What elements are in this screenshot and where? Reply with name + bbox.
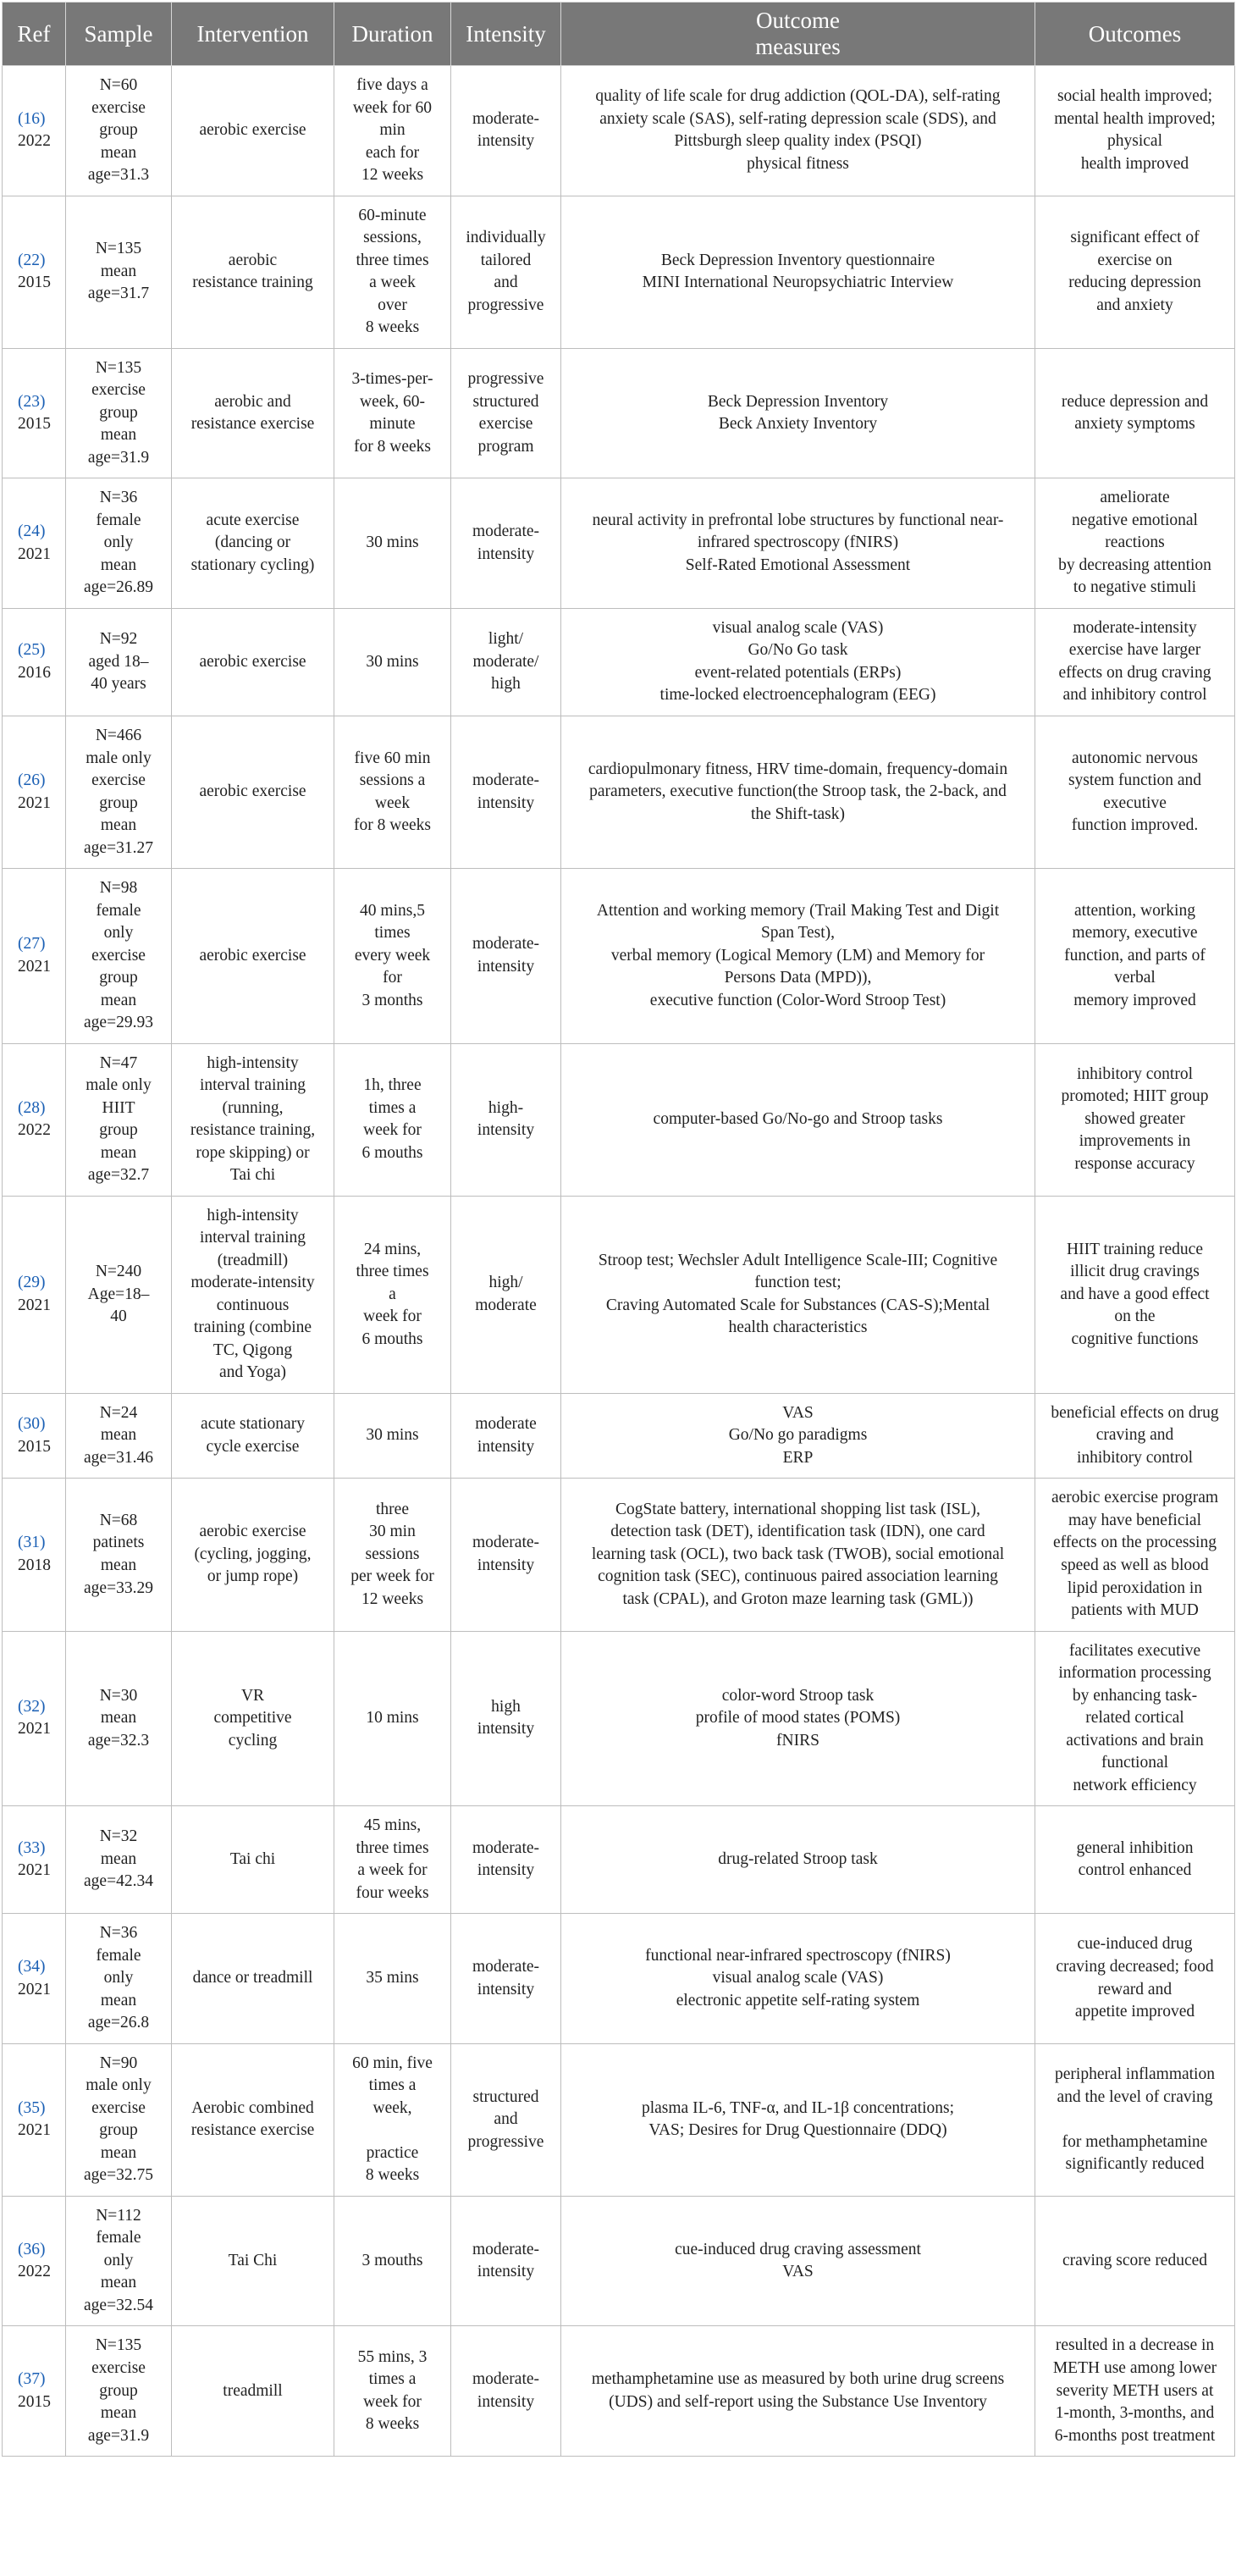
outcomes-cell: resulted in a decrease in METH use among lower severity METH users at 1-month, 3-months, and 6-months post treatment <box>1035 2326 1235 2457</box>
ref-cell <box>3 1196 66 1393</box>
table-row <box>3 348 1235 478</box>
intensity-cell: high intensity <box>451 1631 561 1806</box>
outcomes-cell: cue-induced drug craving decreased; food reward and appetite improved <box>1035 1914 1235 2044</box>
duration-cell: 3 mouths <box>334 2196 451 2326</box>
sample-cell: N=466 male only exercise group mean age=31.27 <box>66 716 172 868</box>
ref-cell <box>3 716 66 868</box>
table-row <box>3 2196 1235 2326</box>
intervention-cell: VR competitive cycling <box>172 1631 334 1806</box>
citation-link[interactable]: (24) <box>18 522 46 541</box>
sample-cell: N=32 mean age=42.34 <box>66 1806 172 1914</box>
year-label: 2021 <box>18 2121 51 2140</box>
citation-link[interactable]: (28) <box>18 1098 46 1117</box>
outcome-measures-cell: methamphetamine use as measured by both urine drug screens (UDS) and self-report using the Substance Use Inventory <box>561 2326 1035 2457</box>
sample-cell: N=90 male only exercise group mean age=32.75 <box>66 2043 172 2196</box>
table-body <box>3 66 1235 2457</box>
sample-cell: N=98 female only exercise group mean age=29.93 <box>66 869 172 1044</box>
year-label: 2021 <box>18 1296 51 1314</box>
intervention-cell: high-intensity interval training (running, resistance training, rope skipping) or Tai chi <box>172 1043 334 1196</box>
citation-link[interactable]: (34) <box>18 1957 46 1976</box>
ref-cell <box>3 1043 66 1196</box>
intervention-cell: aerobic exercise <box>172 716 334 868</box>
duration-cell: 3-times-per- week, 60- minute for 8 weeks <box>334 348 451 478</box>
outcomes-cell: autonomic nervous system function and executive function improved. <box>1035 716 1235 868</box>
table-row <box>3 1479 1235 1631</box>
duration-cell: 45 mins, three times a week for four weeks <box>334 1806 451 1914</box>
ref-cell <box>3 348 66 478</box>
outcome-measures-cell: Beck Depression Inventory Beck Anxiety Inventory <box>561 348 1035 478</box>
outcomes-cell: peripheral inflammation and the level of craving for methamphetamine significantly reduced <box>1035 2043 1235 2196</box>
sample-cell: N=92 aged 18– 40 years <box>66 608 172 716</box>
intervention-cell: treadmill <box>172 2326 334 2457</box>
sample-cell: N=112 female only mean age=32.54 <box>66 2196 172 2326</box>
sample-cell: N=30 mean age=32.3 <box>66 1631 172 1806</box>
year-label: 2021 <box>18 1980 51 1998</box>
outcome-measures-cell: Stroop test; Wechsler Adult Intelligence Scale-III; Cognitive function test; Craving Automated Scale for Substances (CAS-S);Mental health characteristics <box>561 1196 1035 1393</box>
outcome-measures-cell: CogState battery, international shopping list task (ISL), detection task (DET), identification task (IDN), one card learning task (OCL), two back task (TWOB), social emotional cognition task (SEC), continuous paired association learning task (CPAL), and Groton maze learning task (GML)) <box>561 1479 1035 1631</box>
outcome-measures-cell: quality of life scale for drug addiction (QOL-DA), self-rating anxiety scale (SAS), self-rating depression scale (SDS), and Pittsburgh sleep quality index (PSQI) physical fitness <box>561 66 1035 196</box>
intensity-cell: moderate- intensity <box>451 716 561 868</box>
outcomes-cell: ameliorate negative emotional reactions by decreasing attention to negative stimuli <box>1035 478 1235 609</box>
outcome-measures-cell: cue-induced drug craving assessment VAS <box>561 2196 1035 2326</box>
year-label: 2018 <box>18 1556 51 1574</box>
citation-link[interactable]: (35) <box>18 2098 46 2117</box>
citation-link[interactable]: (22) <box>18 251 46 269</box>
table-row <box>3 1043 1235 1196</box>
table-row <box>3 1806 1235 1914</box>
intensity-cell: light/ moderate/ high <box>451 608 561 716</box>
table-row <box>3 869 1235 1044</box>
duration-cell: 55 mins, 3 times a week for 8 weeks <box>334 2326 451 2457</box>
outcomes-cell: moderate-intensity exercise have larger effects on drug craving and inhibitory control <box>1035 608 1235 716</box>
intervention-cell: acute exercise (dancing or stationary cycling) <box>172 478 334 609</box>
citation-link[interactable]: (25) <box>18 641 46 660</box>
intervention-cell: high-intensity interval training (treadmill) moderate-intensity continuous training (combine TC, Qigong and Yoga) <box>172 1196 334 1393</box>
sample-cell: N=240 Age=18– 40 <box>66 1196 172 1393</box>
duration-cell: 40 mins,5 times every week for 3 months <box>334 869 451 1044</box>
sample-cell: N=135 exercise group mean age=31.9 <box>66 2326 172 2457</box>
table-row <box>3 66 1235 196</box>
table-row <box>3 716 1235 868</box>
ref-cell <box>3 1806 66 1914</box>
sample-cell: N=135 mean age=31.7 <box>66 196 172 348</box>
column-header-intervention: Intervention <box>172 3 334 66</box>
intensity-cell: structured and progressive <box>451 2043 561 2196</box>
outcomes-cell: HIIT training reduce illicit drug cravings and have a good effect on the cognitive functions <box>1035 1196 1235 1393</box>
intensity-cell: high/ moderate <box>451 1196 561 1393</box>
citation-link[interactable]: (29) <box>18 1274 46 1292</box>
sample-cell: N=135 exercise group mean age=31.9 <box>66 348 172 478</box>
citation-link[interactable]: (33) <box>18 1838 46 1857</box>
table-row <box>3 478 1235 609</box>
citation-link[interactable]: (27) <box>18 935 46 954</box>
sample-cell: N=47 male only HIIT group mean age=32.7 <box>66 1043 172 1196</box>
outcome-measures-cell: computer-based Go/No-go and Stroop tasks <box>561 1043 1035 1196</box>
intensity-cell: moderate- intensity <box>451 1479 561 1631</box>
outcomes-cell: social health improved; mental health improved; physical health improved <box>1035 66 1235 196</box>
duration-cell: 30 mins <box>334 478 451 609</box>
ref-cell <box>3 2043 66 2196</box>
year-label: 2015 <box>18 1437 51 1456</box>
header-row <box>3 3 1235 66</box>
duration-cell: 1h, three times a week for 6 mouths <box>334 1043 451 1196</box>
year-label: 2021 <box>18 544 51 563</box>
duration-cell: 35 mins <box>334 1914 451 2044</box>
outcomes-cell: reduce depression and anxiety symptoms <box>1035 348 1235 478</box>
intensity-cell: moderate- intensity <box>451 1914 561 2044</box>
year-label: 2021 <box>18 957 51 976</box>
citation-link[interactable]: (16) <box>18 109 46 128</box>
citation-link[interactable]: (26) <box>18 771 46 790</box>
year-label: 2015 <box>18 415 51 434</box>
citation-link[interactable]: (36) <box>18 2240 46 2258</box>
column-header-ref: Ref <box>3 3 66 66</box>
duration-cell: 30 mins <box>334 1393 451 1479</box>
intervention-cell: Aerobic combined resistance exercise <box>172 2043 334 2196</box>
column-header-outcome-measures: Outcome measures <box>561 3 1035 66</box>
outcome-measures-cell: cardiopulmonary fitness, HRV time-domain, frequency-domain parameters, executive function(the Stroop task, the 2-back, and the Shift-task) <box>561 716 1035 868</box>
year-label: 2015 <box>18 2392 51 2411</box>
intensity-cell: high- intensity <box>451 1043 561 1196</box>
table-row <box>3 1196 1235 1393</box>
intensity-cell: moderate- intensity <box>451 2326 561 2457</box>
intervention-cell: aerobic exercise <box>172 869 334 1044</box>
intensity-cell: moderate- intensity <box>451 869 561 1044</box>
intervention-cell: acute stationary cycle exercise <box>172 1393 334 1479</box>
ref-cell <box>3 2196 66 2326</box>
sample-cell: N=36 female only mean age=26.89 <box>66 478 172 609</box>
sample-cell: N=60 exercise group mean age=31.3 <box>66 66 172 196</box>
ref-cell <box>3 1914 66 2044</box>
ref-cell <box>3 66 66 196</box>
year-label: 2022 <box>18 2263 51 2281</box>
ref-cell <box>3 478 66 609</box>
table-row <box>3 608 1235 716</box>
year-label: 2022 <box>18 1121 51 1140</box>
table-row <box>3 2326 1235 2457</box>
intervention-cell: aerobic exercise (cycling, jogging, or jump rope) <box>172 1479 334 1631</box>
column-header-sample: Sample <box>66 3 172 66</box>
intensity-cell: progressive structured exercise program <box>451 348 561 478</box>
table-row <box>3 1914 1235 2044</box>
sample-cell: N=36 female only mean age=26.8 <box>66 1914 172 2044</box>
intervention-cell: aerobic resistance training <box>172 196 334 348</box>
outcome-measures-cell: drug-related Stroop task <box>561 1806 1035 1914</box>
intervention-cell: aerobic exercise <box>172 608 334 716</box>
outcomes-cell: significant effect of exercise on reducing depression and anxiety <box>1035 196 1235 348</box>
outcomes-cell: beneficial effects on drug craving and inhibitory control <box>1035 1393 1235 1479</box>
year-label: 2016 <box>18 663 51 682</box>
year-label: 2022 <box>18 132 51 151</box>
ref-cell <box>3 1631 66 1806</box>
outcomes-cell: aerobic exercise program may have beneficial effects on the processing speed as well as blood lipid peroxidation in patients with MUD <box>1035 1479 1235 1631</box>
table-row <box>3 196 1235 348</box>
year-label: 2021 <box>18 1720 51 1739</box>
duration-cell: 30 mins <box>334 608 451 716</box>
duration-cell: 24 mins, three times a week for 6 mouths <box>334 1196 451 1393</box>
table-row <box>3 1393 1235 1479</box>
ref-cell <box>3 608 66 716</box>
outcomes-cell: inhibitory control promoted; HIIT group showed greater improvements in response accuracy <box>1035 1043 1235 1196</box>
year-label: 2021 <box>18 1861 51 1880</box>
outcomes-cell: craving score reduced <box>1035 2196 1235 2326</box>
outcome-measures-cell: Attention and working memory (Trail Making Test and Digit Span Test), verbal memory (Logical Memory (LM) and Memory for Persons Data (MPD)), executive function (Color-Word Stroop Test) <box>561 869 1035 1044</box>
outcomes-cell: facilitates executive information processing by enhancing task- related cortical activations and brain functional network efficiency <box>1035 1631 1235 1806</box>
table-row <box>3 1631 1235 1806</box>
ref-cell <box>3 869 66 1044</box>
outcome-measures-cell: functional near-infrared spectroscopy (fNIRS) visual analog scale (VAS) electronic appetite self-rating system <box>561 1914 1035 2044</box>
table-row <box>3 2043 1235 2196</box>
ref-cell <box>3 196 66 348</box>
column-header-duration: Duration <box>334 3 451 66</box>
outcome-measures-cell: plasma IL-6, TNF-α, and IL-1β concentrations; VAS; Desires for Drug Questionnaire (DDQ) <box>561 2043 1035 2196</box>
intensity-cell: moderate intensity <box>451 1393 561 1479</box>
intervention-cell: aerobic and resistance exercise <box>172 348 334 478</box>
outcome-measures-cell: visual analog scale (VAS) Go/No Go task event-related potentials (ERPs) time-locked electroencephalogram (EEG) <box>561 608 1035 716</box>
year-label: 2015 <box>18 274 51 292</box>
outcome-measures-cell: neural activity in prefrontal lobe structures by functional near- infrared spectroscopy (fNIRS) Self-Rated Emotional Assessment <box>561 478 1035 609</box>
duration-cell: 60 min, five times a week, practice 8 weeks <box>334 2043 451 2196</box>
ref-cell <box>3 2326 66 2457</box>
sample-cell: N=68 patinets mean age=33.29 <box>66 1479 172 1631</box>
column-header-intensity: Intensity <box>451 3 561 66</box>
intensity-cell: moderate- intensity <box>451 66 561 196</box>
intervention-cell: Tai Chi <box>172 2196 334 2326</box>
intervention-cell: dance or treadmill <box>172 1914 334 2044</box>
intensity-cell: moderate- intensity <box>451 2196 561 2326</box>
citation-link[interactable]: (37) <box>18 2370 46 2389</box>
ref-cell <box>3 1479 66 1631</box>
duration-cell: 60-minute sessions, three times a week over 8 weeks <box>334 196 451 348</box>
duration-cell: five 60 min sessions a week for 8 weeks <box>334 716 451 868</box>
intervention-cell: aerobic exercise <box>172 66 334 196</box>
study-table <box>2 2 1235 2457</box>
citation-link[interactable]: (23) <box>18 392 46 411</box>
outcomes-cell: general inhibition control enhanced <box>1035 1806 1235 1914</box>
column-header-outcomes: Outcomes <box>1035 3 1235 66</box>
duration-cell: 10 mins <box>334 1631 451 1806</box>
sample-cell: N=24 mean age=31.46 <box>66 1393 172 1479</box>
year-label: 2021 <box>18 793 51 812</box>
intervention-cell: Tai chi <box>172 1806 334 1914</box>
intensity-cell: moderate- intensity <box>451 1806 561 1914</box>
outcome-measures-cell: VAS Go/No go paradigms ERP <box>561 1393 1035 1479</box>
citation-link[interactable]: (32) <box>18 1697 46 1716</box>
intensity-cell: individually tailored and progressive <box>451 196 561 348</box>
ref-cell <box>3 1393 66 1479</box>
intensity-cell: moderate- intensity <box>451 478 561 609</box>
citation-link[interactable]: (30) <box>18 1415 46 1434</box>
citation-link[interactable]: (31) <box>18 1534 46 1552</box>
outcomes-cell: attention, working memory, executive function, and parts of verbal memory improved <box>1035 869 1235 1044</box>
duration-cell: five days a week for 60 min each for 12 weeks <box>334 66 451 196</box>
duration-cell: three 30 min sessions per week for 12 weeks <box>334 1479 451 1631</box>
outcome-measures-cell: color-word Stroop task profile of mood states (POMS) fNIRS <box>561 1631 1035 1806</box>
outcome-measures-cell: Beck Depression Inventory questionnaire MINI International Neuropsychiatric Interview <box>561 196 1035 348</box>
